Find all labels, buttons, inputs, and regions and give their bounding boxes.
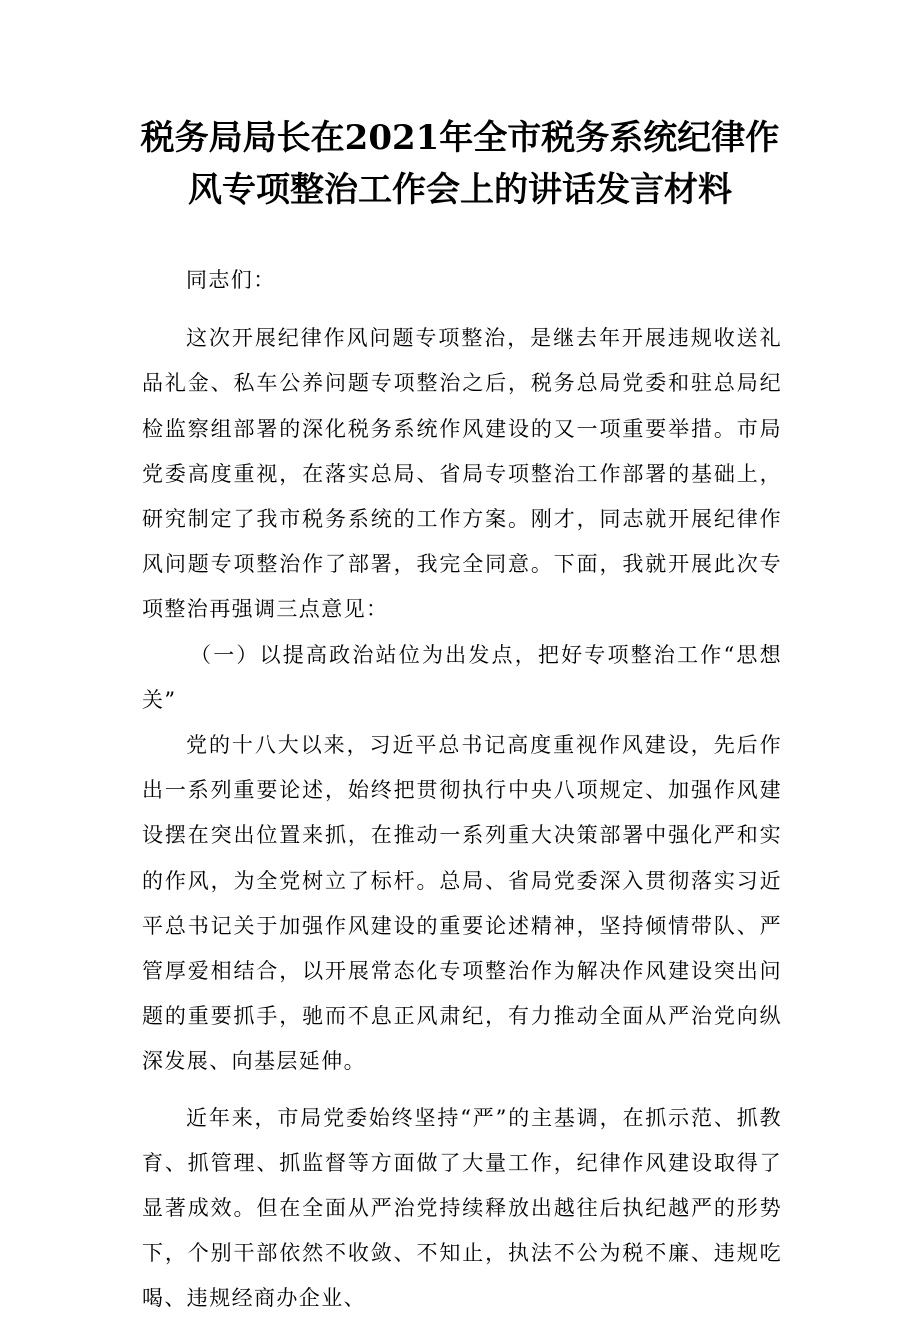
- paragraph-intro: 这次开展纪律作风问题专项整治，是继去年开展违规收送礼品礼金、私车公养问题专项整治之后，税务总局党委和驻总局纪检监察组部署的深化税务系统作风建设的又一项重要举措。市局党委高度重视，在落实总局、省局专项整治工作部署的基础上，研究制定了我市税务系统的工作方案。刚才，同志就开展纪律作风问题专项整治作了部署，我完全同意。下面，我就开展此次专项整治再强调三点意见：: [142, 326, 782, 622]
- document-body: [142, 258, 782, 1322]
- salutation: 同志们：: [186, 268, 276, 292]
- title-line-1: 税务局局长在2021年全市税务系统纪律作: [140, 118, 780, 158]
- document-title: [120, 112, 800, 216]
- title-line-2: 风专项整治工作会上的讲话发言材料: [188, 170, 732, 210]
- paragraph-body-1: 党的十八大以来，习近平总书记高度重视作风建设，先后作出一系列重要论述，始终把贯彻执行中央八项规定、加强作风建设摆在突出位置来抓，在推动一系列重大决策部署中强化严和实的作风，为全党树立了标杆。总局、省局党委深入贯彻落实习近平总书记关于加强作风建设的重要论述精神，坚持倾情带队、严管厚爱相结合，以开展常态化专项整治作为解决作风建设突出问题的重要抓手，驰而不息正风肃纪，有力推动全面从严治党向纵深发展、向基层延伸。: [142, 733, 782, 1074]
- paragraph-body-2: 近年来，市局党委始终坚持“严”的主基调，在抓示范、抓教育、抓管理、抓监督等方面做了大量工作，纪律作风建设取得了显著成效。但在全面从严治党持续释放出越往后执纪越严的形势下，个别干部依然不收敛、不知止，执法不公为税不廉、违规吃喝、违规经商办企业、: [142, 1105, 782, 1311]
- section-heading-1: （一）以提高政治站位为出发点，把好专项整治工作“思想关”: [142, 642, 782, 712]
